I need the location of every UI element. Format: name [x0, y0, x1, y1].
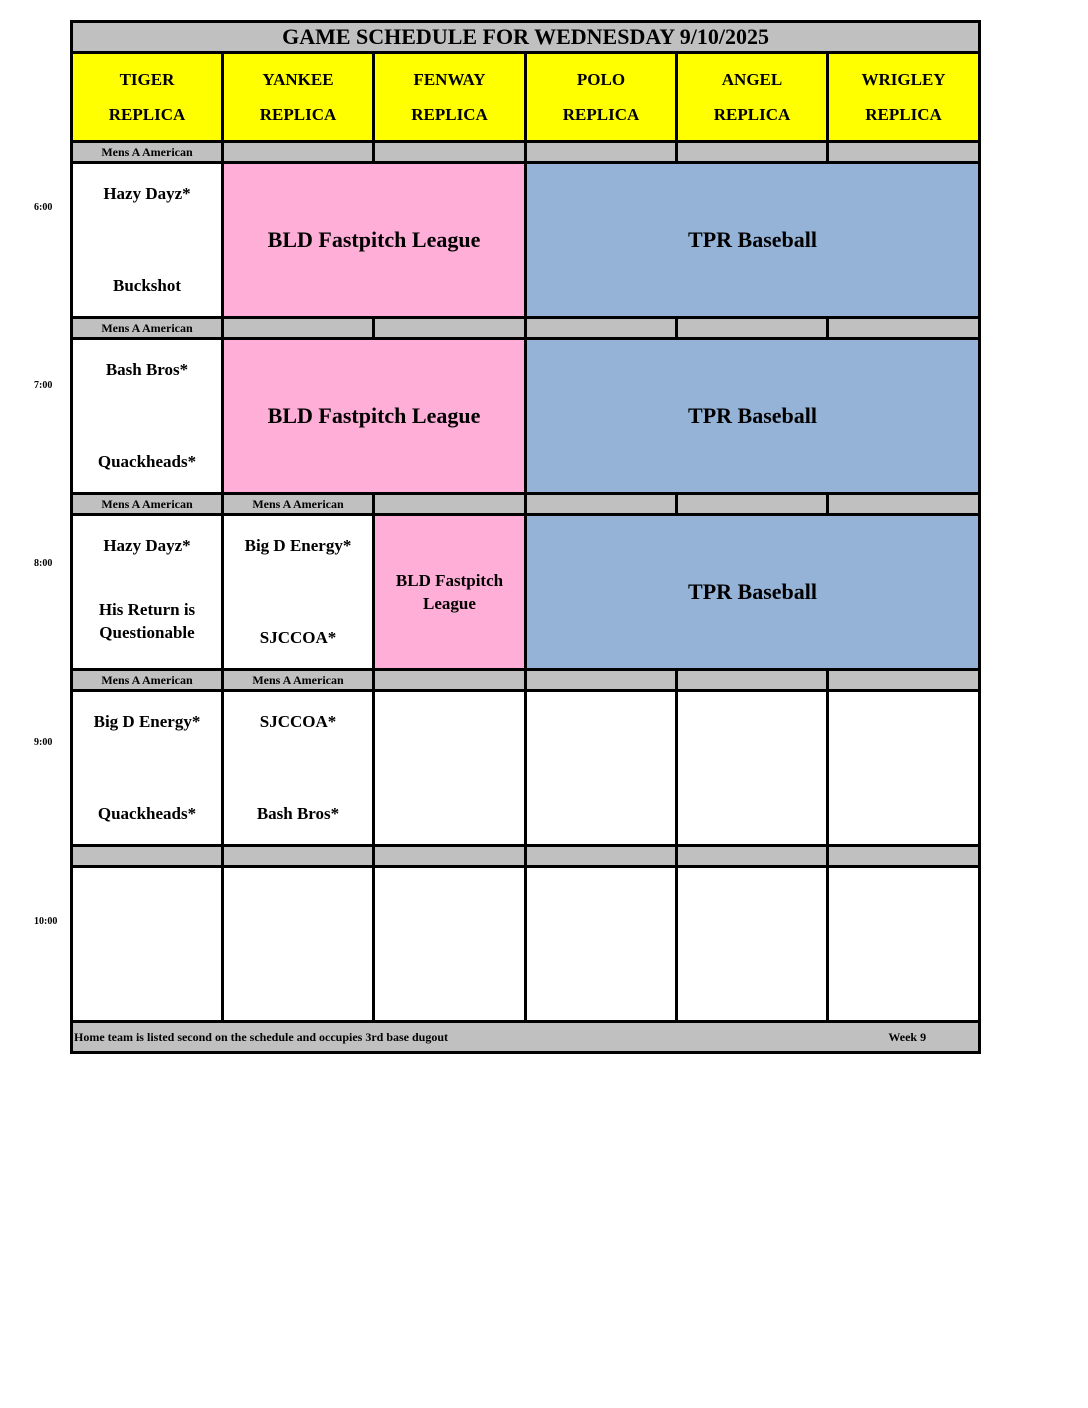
away-team: Big D Energy* [93, 712, 201, 731]
field-sub: REPLICA [108, 105, 186, 124]
time-slot-row [72, 339, 980, 494]
division-label [828, 318, 980, 339]
tpr-baseball-block: TPR Baseball [526, 163, 980, 318]
division-label-row [72, 846, 980, 867]
time-label: 10:00 [34, 916, 58, 927]
field-name: POLO [576, 70, 626, 89]
division-label [223, 142, 374, 163]
field-header [223, 53, 374, 142]
division-label [374, 494, 526, 515]
field-sub: REPLICA [713, 105, 791, 124]
field-sub: REPLICA [562, 105, 640, 124]
division-label [526, 318, 677, 339]
field-header [72, 53, 223, 142]
schedule-table [70, 20, 981, 1054]
field-sub: REPLICA [411, 105, 488, 124]
division-label: Mens A American [72, 494, 223, 515]
time-slot-row [72, 163, 980, 318]
empty-cell [677, 691, 828, 846]
away-team: Bash Bros* [105, 360, 189, 379]
division-label-row [72, 142, 980, 163]
away-team: SJCCOA* [259, 712, 337, 731]
tpr-baseball-block: TPR Baseball [526, 515, 980, 670]
away-team: Hazy Dayz* [103, 536, 191, 555]
tpr-baseball-block: TPR Baseball [526, 339, 980, 494]
division-label [526, 142, 677, 163]
home-team: Quackheads* [97, 804, 197, 823]
field-name: TIGER [119, 70, 175, 89]
field-sub: REPLICA [865, 105, 942, 124]
division-label-row [72, 670, 980, 691]
division-label [677, 846, 828, 867]
game-cell [72, 515, 223, 670]
home-team: Buckshot [112, 276, 182, 295]
time-slot-row [72, 867, 980, 1022]
division-label: Mens A American [72, 142, 223, 163]
home-team: SJCCOA* [259, 628, 337, 647]
game-cell [72, 163, 223, 318]
division-label: Mens A American [223, 494, 374, 515]
division-label [828, 846, 980, 867]
field-header [677, 53, 828, 142]
field-header [526, 53, 677, 142]
bld-fastpitch-block [374, 515, 526, 670]
time-slot-row [72, 515, 980, 670]
footer-note: Home team is listed second on the schedule and occupies 3rd base dugout [74, 1029, 449, 1044]
bld-fastpitch-block: BLD Fastpitch League [223, 339, 526, 494]
division-label [677, 318, 828, 339]
time-slot-row [72, 691, 980, 846]
division-label [223, 846, 374, 867]
field-header [828, 53, 980, 142]
footer [72, 1022, 980, 1053]
division-label [828, 142, 980, 163]
empty-cell [526, 867, 677, 1022]
division-label: Mens A American [72, 670, 223, 691]
empty-cell [828, 691, 980, 846]
bld-fastpitch-block: BLD Fastpitch League [223, 163, 526, 318]
game-cell [72, 339, 223, 494]
home-team: Quackheads* [97, 452, 197, 471]
empty-cell [526, 691, 677, 846]
division-label [526, 670, 677, 691]
field-name: WRIGLEY [861, 70, 946, 89]
division-label-row [72, 494, 980, 515]
game-cell [72, 691, 223, 846]
division-label [526, 494, 677, 515]
field-name: ANGEL [721, 70, 783, 89]
division-label [374, 318, 526, 339]
field-name: FENWAY [413, 70, 486, 89]
empty-cell [72, 867, 223, 1022]
empty-cell [677, 867, 828, 1022]
time-label: 7:00 [34, 380, 53, 391]
division-label [374, 846, 526, 867]
game-cell [223, 515, 374, 670]
division-label: Mens A American [223, 670, 374, 691]
division-label [828, 670, 980, 691]
home-team: His Return is Questionable [98, 600, 196, 642]
division-label [828, 494, 980, 515]
division-label [677, 142, 828, 163]
time-label: 6:00 [34, 202, 53, 213]
division-label [677, 670, 828, 691]
division-label [526, 846, 677, 867]
empty-cell [223, 867, 374, 1022]
schedule-title: GAME SCHEDULE FOR WEDNESDAY 9/10/2025 [72, 22, 980, 53]
empty-cell [828, 867, 980, 1022]
bld-fastpitch-label: BLD Fastpitch League [395, 571, 504, 613]
time-label: 8:00 [34, 558, 53, 569]
division-label [72, 846, 223, 867]
division-label-row [72, 318, 980, 339]
field-header-row [72, 53, 980, 142]
field-name: YANKEE [262, 70, 334, 89]
time-label: 9:00 [34, 737, 53, 748]
division-label [374, 142, 526, 163]
division-label: Mens A American [72, 318, 223, 339]
empty-cell [374, 691, 526, 846]
empty-cell [374, 867, 526, 1022]
division-label [677, 494, 828, 515]
away-team: Big D Energy* [244, 536, 352, 555]
field-header [374, 53, 526, 142]
week-label: Week 9 [888, 1029, 927, 1044]
home-team: Bash Bros* [256, 804, 340, 823]
division-label [223, 318, 374, 339]
away-team: Hazy Dayz* [103, 184, 191, 203]
division-label [374, 670, 526, 691]
game-cell [223, 691, 374, 846]
field-sub: REPLICA [259, 105, 337, 124]
